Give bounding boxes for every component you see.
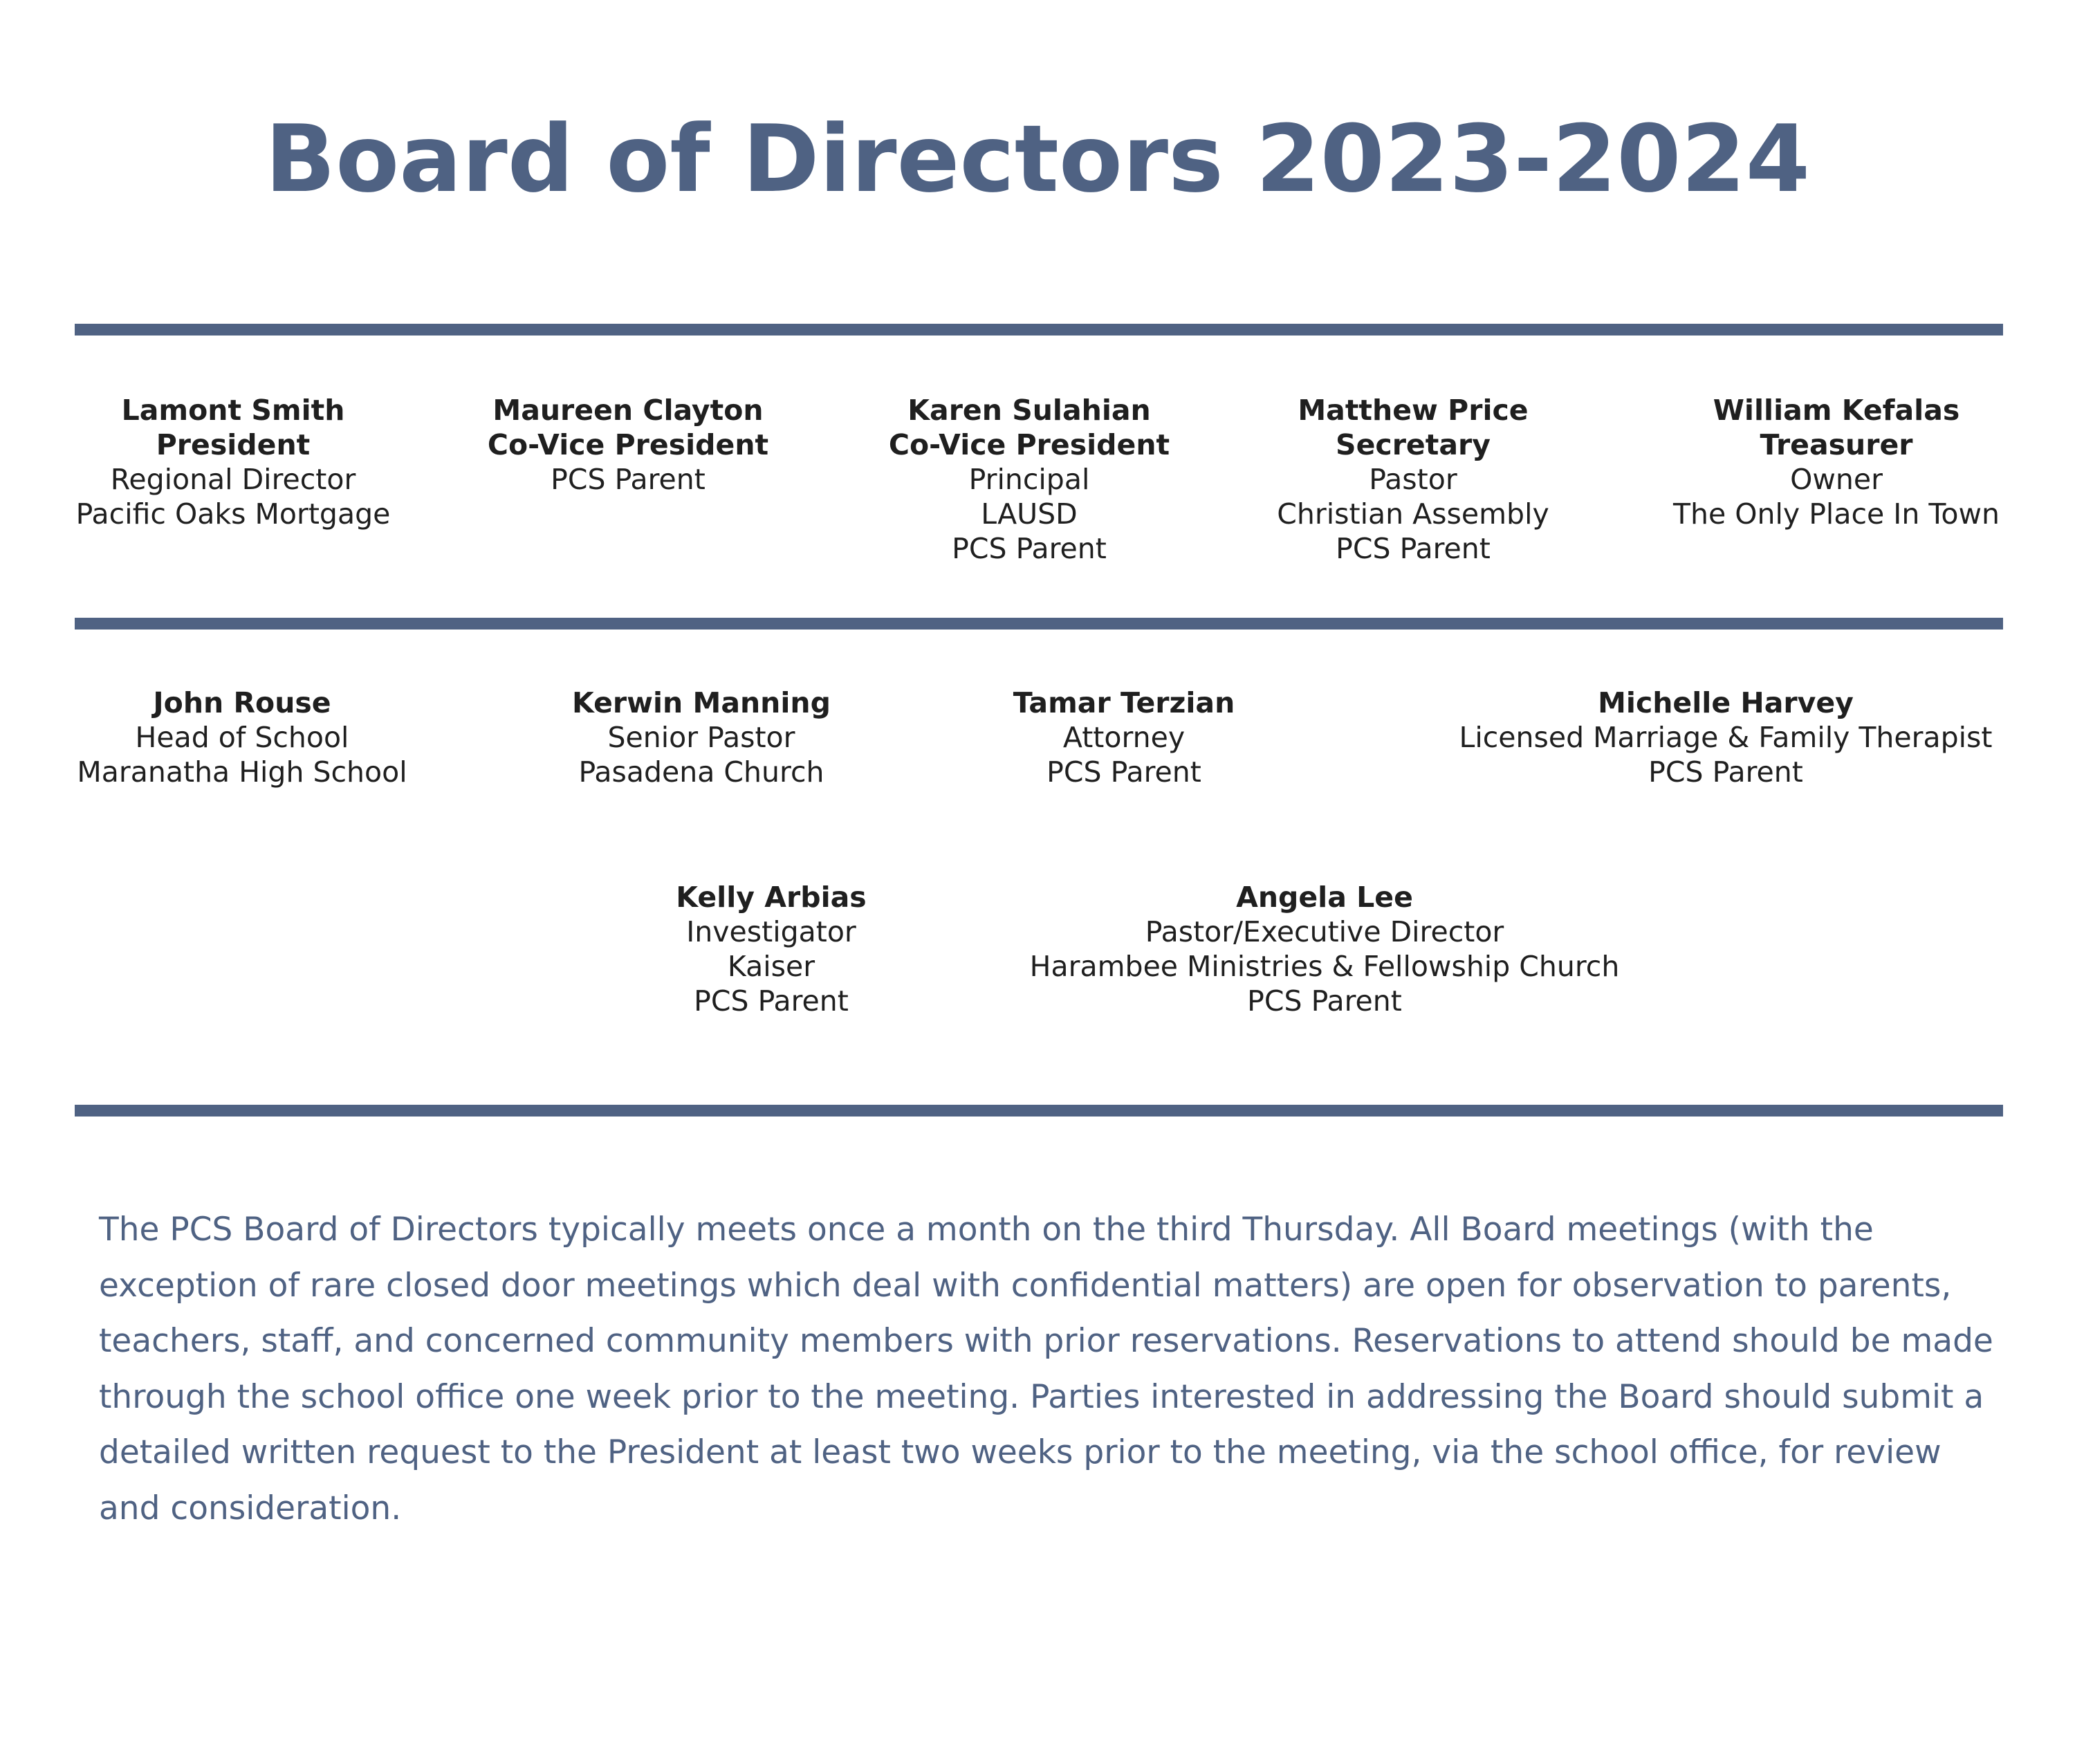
member-karen-sulahian [889,393,1170,566]
member-tamar-terzian [1013,686,1235,789]
member-detail: Owner [1790,463,1883,496]
member-maureen-clayton [488,393,768,497]
member-michelle-harvey [1459,686,1993,789]
member-detail: Regional Director [110,463,356,496]
member-detail: Licensed Marriage & Family Therapist [1459,721,1993,754]
member-name: John Rouse [153,686,331,719]
meeting-info-paragraph: The PCS Board of Directors typically meets once a month on the third Thursday. All Board meetings (with the exception of rare closed door meetings which deal with confidential matters) are open for observation to parents, teachers, staff, and concerned community members with prior reservations. Reservations to attend should be made through the school office one week prior to the meeting. Parties interested in addressing the Board should submit a detailed written request to the President at least two weeks prior to the meeting, via the school office, for review and consideration. [99,1211,1993,1527]
member-detail: Pasadena Church [578,755,824,789]
member-detail: PCS Parent [1336,532,1491,565]
member-detail: PCS Parent [694,984,849,1018]
member-detail: Head of School [135,721,349,754]
divider-bottom [75,1105,2003,1117]
member-detail: Principal [968,463,1090,496]
member-detail: Senior Pastor [607,721,795,754]
member-role: Co-Vice President [888,428,1170,461]
member-name: Kelly Arbias [676,881,867,914]
member-role: Secretary [1336,428,1491,461]
member-detail: PCS Parent [1247,984,1402,1018]
member-detail: Christian Assembly [1277,497,1549,531]
member-detail: Maranatha High School [77,755,407,789]
member-detail: Pastor/Executive Director [1145,915,1504,948]
member-role: President [156,428,311,461]
member-detail: LAUSD [981,497,1078,531]
member-role: Treasurer [1760,428,1913,461]
member-name: Karen Sulahian [907,394,1151,427]
member-detail: PCS Parent [1046,755,1201,789]
member-name: Kerwin Manning [572,686,831,719]
member-detail: Pacific Oaks Mortgage [75,497,391,531]
member-detail: The Only Place In Town [1672,497,2000,531]
member-lamont-smith [76,393,391,531]
member-detail: PCS Parent [952,532,1107,565]
member-kelly-arbias [676,880,866,1018]
member-name: Tamar Terzian [1013,686,1235,719]
member-matthew-price [1277,393,1549,566]
member-detail: Kaiser [727,950,815,983]
member-name: Angela Lee [1236,881,1413,914]
member-detail: Attorney [1062,721,1186,754]
member-name: William Kefalas [1713,394,1960,427]
member-name: Michelle Harvey [1598,686,1854,719]
divider-middle [75,618,2003,630]
member-detail: PCS Parent [1648,755,1803,789]
member-name: Matthew Price [1298,394,1529,427]
member-william-kefalas [1673,393,2000,531]
member-role: Co-Vice President [487,428,769,461]
member-john-rouse [77,686,407,789]
member-detail: PCS Parent [551,463,706,496]
member-name: Lamont Smith [121,394,345,427]
divider-top [75,324,2003,336]
member-kerwin-manning [572,686,831,789]
member-name: Maureen Clayton [492,394,764,427]
member-angela-lee [1030,880,1620,1018]
member-detail: Harambee Ministries & Fellowship Church [1029,950,1620,983]
member-detail: Pastor [1369,463,1457,496]
page-title: Board of Directors 2023-2024 [265,105,1810,213]
member-detail: Investigator [686,915,856,948]
